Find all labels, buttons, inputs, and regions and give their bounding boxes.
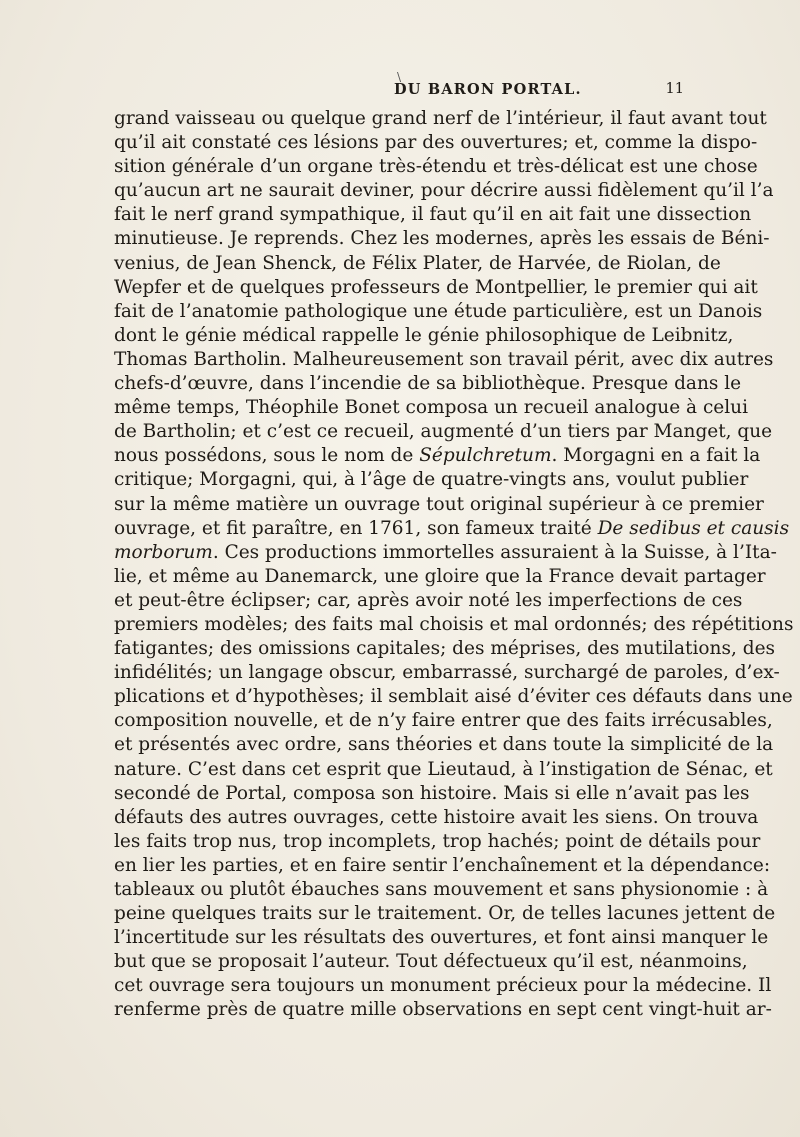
- text-line: secondé de Portal, composa son histoire. Mais si elle n’avait pas les: [114, 782, 750, 804]
- text-line: de Bartholin; et c’est ce recueil, augmenté d’un tiers par Manget, que: [114, 421, 773, 443]
- text-line: [114, 517, 790, 541]
- italic-title: morborum: [114, 541, 213, 563]
- running-title: DU BARON PORTAL.: [394, 81, 582, 98]
- text-line: lie, et même au Danemarck, une gloire que la France devait partager: [114, 565, 766, 587]
- text-line: plications et d’hypothèses; il semblait aisé d’éviter ces défauts dans une: [114, 686, 793, 708]
- text-line: nature. C’est dans cet esprit que Lieutaud, à l’instigation de Sénac, et: [114, 758, 773, 780]
- text-line: et peut-être éclipser; car, après avoir noté les imperfections de ces: [114, 589, 743, 611]
- text-line: cet ouvrage sera toujours un monument précieux pour la médecine. Il: [114, 975, 772, 997]
- text-line: infidélités; un langage obscur, embarrassé, surchargé de paroles, d’ex-: [114, 662, 780, 684]
- text-line: en lier les parties, et en faire sentir l’enchaînement et la dépendance:: [114, 854, 771, 876]
- text-segment: ouvrage, et fit paraître, en 1761, son fameux traité: [114, 517, 598, 539]
- text-line: défauts des autres ouvrages, cette histoire avait les siens. On trouva: [114, 806, 759, 828]
- italic-title: De sedibus et causis: [597, 517, 790, 539]
- text-line: but que se proposait l’auteur. Tout défectueux qu’il est, néanmoins,: [114, 951, 748, 973]
- text-line: premiers modèles; des faits mal choisis et mal ordonnés; des répétitions: [114, 613, 794, 635]
- print-mark: \: [397, 70, 402, 84]
- text-line: l’incertitude sur les résultats des ouvertures, et font ainsi manquer le: [114, 927, 769, 949]
- text-line: fait le nerf grand sympathique, il faut qu’il en ait fait une dissection: [114, 204, 752, 226]
- text-line: qu’aucun art ne saurait deviner, pour décrire aussi fidèlement qu’il l’a: [114, 180, 774, 202]
- text-line: sition générale d’un organe très-étendu et très-délicat est une chose: [114, 156, 758, 178]
- text-segment: nous possédons, sous le nom de: [114, 445, 420, 467]
- text-segment: . Ces productions immortelles assuraient à la Suisse, à l’Ita-: [212, 541, 777, 563]
- text-line: peine quelques traits sur le traitement. Or, de telles lacunes jettent de: [114, 903, 776, 925]
- text-line: et présentés avec ordre, sans théories et dans toute la simplicité de la: [114, 734, 774, 756]
- text-line: [114, 444, 761, 468]
- page-header: [394, 81, 684, 107]
- italic-title: Sépulchretum: [419, 445, 552, 467]
- text-line: fait de l’anatomie pathologique une étude particulière, est un Danois: [114, 300, 763, 322]
- text-line: chefs-d’œuvre, dans l’incendie de sa bibliothèque. Presque dans le: [114, 373, 742, 395]
- text-line: même temps, Théophile Bonet composa un recueil analogue à celui: [114, 397, 749, 419]
- page-number: 11: [665, 81, 684, 97]
- text-line: tableaux ou plutôt ébauches sans mouvement et sans physionomie : à: [114, 879, 769, 900]
- text-line: critique; Morgagni, qui, à l’âge de quatre-vingts ans, voulut publier: [114, 469, 749, 491]
- text-line: sur la même matière un ouvrage tout original supérieur à ce premier: [114, 493, 764, 515]
- text-line: les faits trop nus, trop incomplets, trop hachés; point de détails pour: [114, 830, 761, 852]
- text-line: [114, 541, 777, 565]
- body-text: [114, 107, 794, 1023]
- text-line: venius, de Jean Shenck, de Félix Plater, de Harvée, de Riolan, de: [114, 252, 721, 274]
- text-line: composition nouvelle, et de n’y faire entrer que des faits irrécusables,: [114, 710, 773, 732]
- text-line: grand vaisseau ou quelque grand nerf de l’intérieur, il faut avant tout: [114, 108, 767, 129]
- text-line: dont le génie médical rappelle le génie philosophique de Leibnitz,: [114, 324, 734, 346]
- text-line: minutieuse. Je reprends. Chez les modernes, après les essais de Béni-: [114, 228, 770, 250]
- text-line: qu’il ait constaté ces lésions par des ouvertures; et, comme la dispo-: [114, 132, 758, 154]
- text-segment: . Morgagni en a fait la: [551, 445, 761, 467]
- text-line: renferme près de quatre mille observations en sept cent vingt-huit ar-: [114, 999, 772, 1021]
- text-line: fatigantes; des omissions capitales; des méprises, des mutilations, des: [114, 638, 776, 660]
- text-line: Thomas Bartholin. Malheureusement son travail périt, avec dix autres: [114, 348, 774, 370]
- text-line: Wepfer et de quelques professeurs de Montpellier, le premier qui ait: [114, 276, 758, 298]
